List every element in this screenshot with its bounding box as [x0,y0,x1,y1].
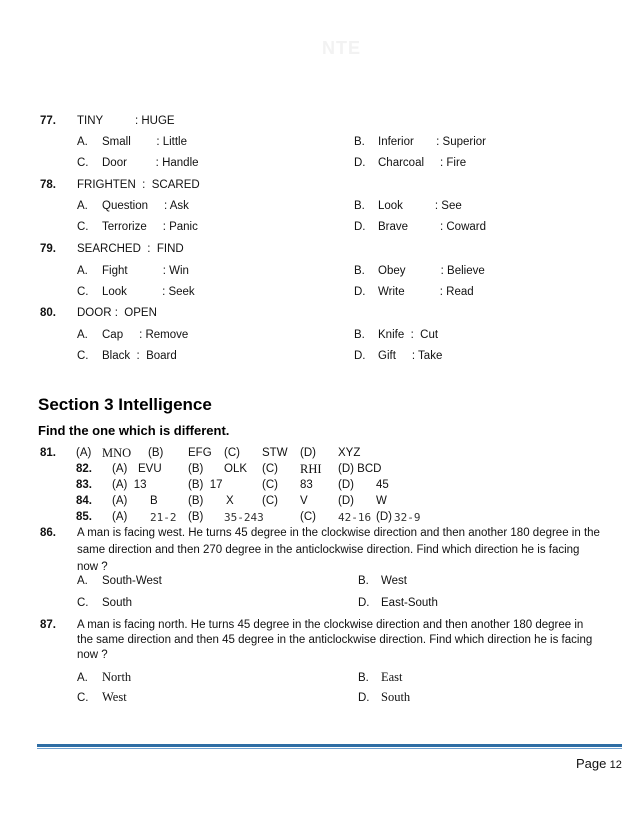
q81-option-b-label: (B) [148,447,164,459]
q81-option-c[interactable]: STW [262,447,288,459]
q83-option-d[interactable]: 45 [376,479,389,491]
q79-option-b-label: B. [354,265,365,277]
q80-option-d-label: D. [354,350,366,362]
q87-option-b[interactable]: East [381,670,403,684]
question-86-text-line-1: A man is facing west. He turns 45 degree in the clockwise direction and then another 180 degree in the [77,527,600,539]
q86-option-a[interactable]: South-West [102,575,162,587]
q77-option-a-label: A. [77,136,88,148]
q81-option-b[interactable]: EFG [188,447,212,459]
q78-option-d-label: D. [354,221,366,233]
page-number [576,756,622,771]
q80-option-b-label: B. [354,329,365,341]
q85-option-c[interactable]: 42-16 [338,511,372,524]
q79-option-d[interactable]: Write : Read [378,286,474,298]
q81-option-a-label: (A) [76,447,92,459]
q85-option-a[interactable]: 21-2 [150,511,177,524]
footer-divider [37,744,622,747]
question-87-text-line-3: now ? [77,649,108,661]
q87-option-d-label: D. [358,692,370,704]
q86-option-a-label: A. [77,575,88,587]
q81-option-d-label: (D) [300,447,316,459]
q86-option-c-label: C. [77,597,89,609]
q83-option-c-label: (C) [262,479,278,491]
header-watermark: NTE [322,38,361,58]
q85-option-d[interactable]: 32-9 [394,511,421,524]
q87-option-c-label: C. [77,692,89,704]
question-number-81: 81. [40,447,56,459]
question-79-pair: SEARCHED : FIND [77,243,184,255]
q86-option-d-label: D. [358,597,370,609]
q83-option-c[interactable]: 83 [300,479,313,491]
q77-option-c-label: C. [77,157,89,169]
q81-option-d[interactable]: XYZ [338,447,361,459]
q77-option-a[interactable]: Small : Little [102,136,187,148]
q77-option-d[interactable]: Charcoal : Fire [378,157,467,169]
q77-option-c[interactable]: Door : Handle [102,157,199,169]
q79-option-b[interactable]: Obey : Believe [378,265,485,277]
q79-option-c[interactable]: Look : Seek [102,286,195,298]
question-number-77: 77. [40,115,56,127]
q86-option-b-label: B. [358,575,369,587]
q77-option-b-label: B. [354,136,365,148]
q78-option-d[interactable]: Brave : Coward [378,221,487,233]
q86-option-d[interactable]: East-South [381,597,438,609]
q77-option-d-label: D. [354,157,366,169]
q82-option-d[interactable]: (D) BCD [338,463,382,475]
question-number-87: 87. [40,619,56,631]
q81-option-c-label: (C) [224,447,240,459]
q79-option-d-label: D. [354,286,366,298]
q80-option-a[interactable]: Cap : Remove [102,329,189,341]
section-title: Section 3 Intelligence [38,395,212,414]
section-instruction: Find the one which is different. [38,423,230,438]
q85-option-b[interactable]: 35-243 [224,511,264,524]
q84-option-d-label: (D) [338,495,354,507]
q80-option-c-label: C. [77,350,89,362]
q80-option-b[interactable]: Knife : Cut [378,329,439,341]
question-86-text-line-3: now ? [77,561,108,573]
question-80-pair: DOOR : OPEN [77,307,157,319]
question-number-84: 84. [76,495,92,507]
q87-option-c[interactable]: West [102,690,127,704]
q85-option-a-label: (A) [112,511,128,523]
q84-option-b-label: (B) [188,495,204,507]
question-number-79: 79. [40,243,56,255]
q87-option-b-label: B. [358,672,369,684]
question-number-82: 82. [76,463,92,475]
question-number-86: 86. [40,527,56,539]
q83-option-b[interactable]: (B) 17 [188,479,223,491]
q84-option-b[interactable]: X [226,495,234,507]
q87-option-a-label: A. [77,672,88,684]
q87-option-d[interactable]: South [381,690,411,704]
q84-option-a[interactable]: B [150,495,158,507]
q85-option-d-label: (D) [376,511,392,523]
q80-option-d[interactable]: Gift : Take [378,350,443,362]
question-87-text-line-2: the same direction and then 45 degree in the anticlockwise direction. Find which direction he is facing [77,634,593,646]
q79-option-a[interactable]: Fight : Win [102,265,189,277]
q82-option-a-label: (A) [112,463,128,475]
q81-option-a[interactable]: MNO [102,446,132,460]
q79-option-c-label: C. [77,286,89,298]
question-77-pair: TINY : HUGE [77,115,175,127]
question-87-text-line-1: A man is facing north. He turns 45 degree in the clockwise direction and then another 180 degree in [77,619,584,631]
q84-option-c-label: (C) [262,495,278,507]
q82-option-c-label: (C) [262,463,278,475]
q80-option-c[interactable]: Black : Board [102,350,177,362]
question-number-78: 78. [40,179,56,191]
q78-option-c-label: C. [77,221,89,233]
page-number-value: 12 [609,759,622,771]
q86-option-c[interactable]: South [102,597,133,609]
q82-option-b[interactable]: OLK [224,463,248,475]
q84-option-a-label: (A) [112,495,128,507]
footer-divider-thin [37,748,622,749]
q78-option-b[interactable]: Look : See [378,200,462,212]
q77-option-b[interactable]: Inferior : Superior [378,136,487,148]
question-number-83: 83. [76,479,92,491]
q78-option-a[interactable]: Question : Ask [102,200,189,212]
q86-option-b[interactable]: West [381,575,407,587]
q85-option-c-label: (C) [300,511,316,523]
q78-option-a-label: A. [77,200,88,212]
q82-option-b-label: (B) [188,463,204,475]
question-number-85: 85. [76,511,92,523]
q84-option-c[interactable]: V [300,495,308,507]
q83-option-d-label: (D) [338,479,354,491]
q79-option-a-label: A. [77,265,88,277]
q82-option-c[interactable]: RHI [300,462,322,476]
q82-option-a[interactable]: EVU [138,463,162,475]
q78-option-b-label: B. [354,200,365,212]
question-86-text-line-2: same direction and then 270 degree in the anticlockwise direction. Find which direction he is facing [77,544,580,556]
q78-option-c[interactable]: Terrorize : Panic [102,221,198,233]
q84-option-d[interactable]: W [376,495,387,507]
q80-option-a-label: A. [77,329,88,341]
page-label: Page [576,756,607,771]
question-number-80: 80. [40,307,56,319]
q85-option-b-label: (B) [188,511,204,523]
q83-option-a[interactable]: (A) 13 [112,479,147,491]
question-78-pair: FRIGHTEN : SCARED [77,179,200,191]
q87-option-a[interactable]: North [102,670,132,684]
